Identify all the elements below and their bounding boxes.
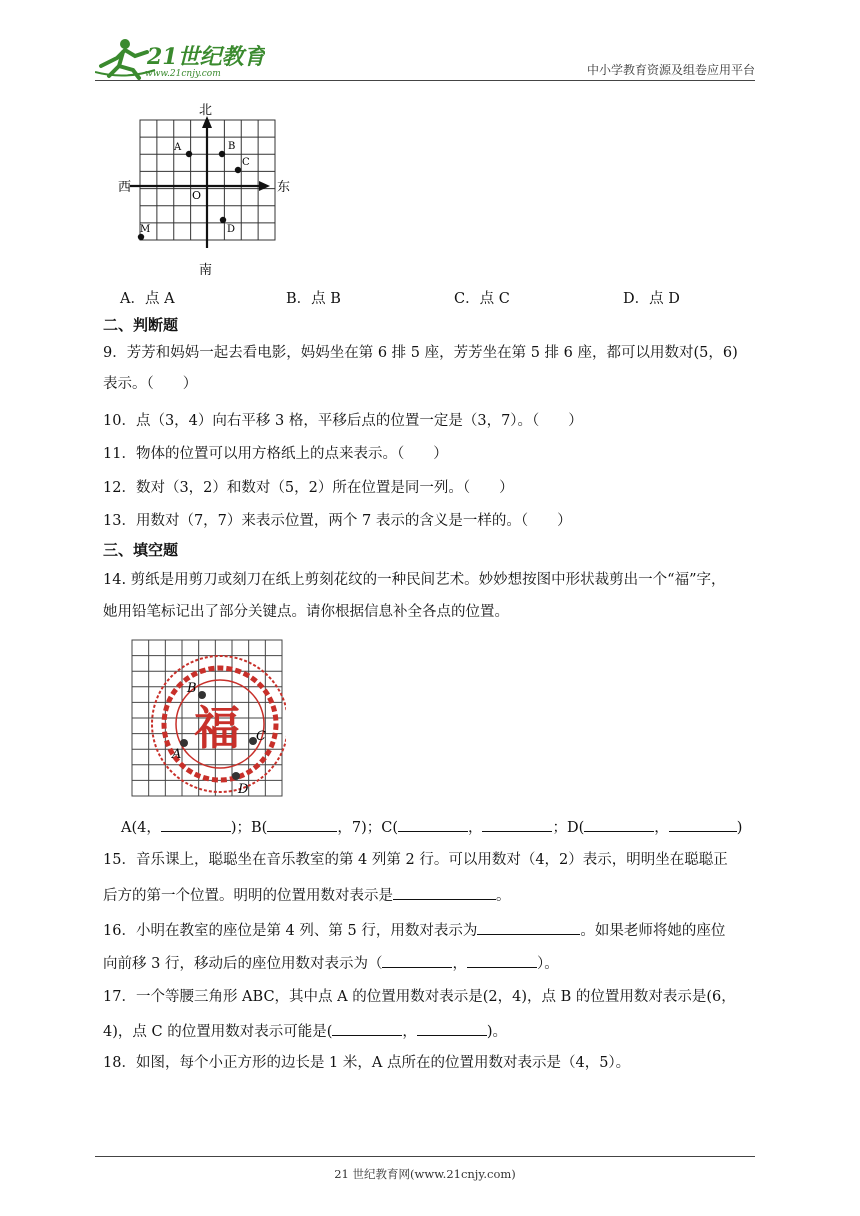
- paper-point-b: [198, 691, 206, 699]
- fu-character: 福: [194, 701, 240, 755]
- north-label: 北: [199, 103, 213, 118]
- platform-name: 中小学教育资源及组卷应用平台: [586, 63, 755, 77]
- blank-a-y[interactable]: [161, 816, 231, 832]
- blank-c-y[interactable]: [482, 816, 552, 832]
- site-logo: [95, 36, 265, 82]
- paper-point-b-label: B: [187, 681, 197, 696]
- question-10: 10．点（3，4）向右平移 3 格，平移后点的位置一定是（3，7）。（ ）: [103, 413, 583, 429]
- point-b-label: B: [228, 141, 236, 152]
- blank-q16-a[interactable]: [477, 919, 580, 935]
- paper-point-a-label: A: [172, 747, 182, 762]
- question-14-line2: 她用铅笔标记出了部分关键点。请你根据信息补全各点的位置。: [103, 604, 509, 620]
- section-title-fill-blank: 三、填空题: [103, 541, 179, 559]
- header-divider: [95, 80, 755, 81]
- q8-option-b[interactable]: B．点 B: [286, 291, 341, 307]
- question-16-line1: 16．小明在教室的座位是第 4 列、第 5 行，用数对表示为 。如果老师将她的座位: [103, 919, 725, 941]
- south-label: 南: [199, 263, 213, 278]
- origin-label: O: [192, 189, 202, 202]
- point-m-label: M: [140, 224, 151, 235]
- footer-divider: [95, 1156, 755, 1157]
- paper-point-d-label: D: [238, 782, 249, 797]
- footer-text: 21 世纪教育网(www.21cnjy.com): [334, 1167, 516, 1181]
- question-15-line2: 后方的第一个位置。明明的位置用数对表示是 。: [103, 884, 511, 906]
- question-16-line2: 向前移 3 行，移动后的座位用数对表示为（ ， ）。: [103, 952, 559, 974]
- question-13: 13．用数对（7，7）来表示位置，两个 7 表示的含义是一样的。（ ）: [103, 513, 572, 529]
- question-17-line1: 17．一个等腰三角形 ABC，其中点 A 的位置用数对表示是(2，4)，点 B 的位置用数对表示是(6，: [103, 989, 736, 1005]
- direction-grid-figure: [110, 98, 300, 284]
- question-12: 12．数对（3，2）和数对（5，2）所在位置是同一列。（ ）: [103, 480, 514, 496]
- logo-url: www.21cnjy.com: [145, 69, 221, 79]
- point-c: [235, 167, 241, 173]
- question-9-line1: 9．芳芳和妈妈一起去看电影，妈妈坐在第 6 排 5 座，芳芳坐在第 5 排 6 座，都可以用数对(5，6): [103, 345, 738, 361]
- question-18: 18．如图，每个小正方形的边长是 1 米，A 点所在的位置用数对表示是（4，5）。: [103, 1055, 631, 1071]
- point-c-label: C: [242, 157, 250, 168]
- point-b: [219, 151, 225, 157]
- blank-q17-x[interactable]: [332, 1020, 402, 1036]
- question-14-answer: A(4， )；B( ，7)；C( ， ；D( ， ): [121, 816, 742, 838]
- point-d-label: D: [227, 224, 236, 235]
- question-9-line2: 表示。（ ）: [103, 376, 198, 392]
- paper-point-d: [232, 772, 240, 780]
- point-d: [220, 217, 226, 223]
- blank-d-y[interactable]: [669, 816, 737, 832]
- section-title-judgement: 二、判断题: [103, 316, 179, 334]
- blank-q15[interactable]: [393, 884, 496, 900]
- paper-point-a: [180, 739, 188, 747]
- west-label: 西: [118, 180, 132, 195]
- blank-q16-y[interactable]: [467, 952, 537, 968]
- blank-q16-x[interactable]: [382, 952, 452, 968]
- point-a-label: A: [174, 142, 182, 153]
- paper-point-c-label: C: [256, 729, 266, 744]
- blank-d-x[interactable]: [584, 816, 654, 832]
- point-a: [186, 151, 192, 157]
- question-17-line2: 4)，点 C 的位置用数对表示可能是( ， )。: [103, 1020, 507, 1042]
- blank-c-x[interactable]: [398, 816, 468, 832]
- q8-option-d[interactable]: D．点 D: [623, 291, 680, 307]
- blank-b-x[interactable]: [267, 816, 337, 832]
- paper-cut-grid-figure: [130, 636, 286, 806]
- east-label: 东: [277, 180, 291, 195]
- question-11: 11．物体的位置可以用方格纸上的点来表示。（ ）: [103, 446, 448, 462]
- question-15-line1: 15．音乐课上，聪聪坐在音乐教室的第 4 列第 2 行。可以用数对（4，2）表示，明明坐在聪聪正: [103, 852, 728, 868]
- q8-option-a[interactable]: A．点 A: [120, 291, 175, 307]
- logo-text: 21世纪教育: [147, 44, 265, 70]
- question-14-line1: 14. 剪纸是用剪刀或刻刀在纸上剪刻花纹的一种民间艺术。妙妙想按图中形状裁剪出一个“福”字，: [103, 572, 726, 588]
- blank-q17-y[interactable]: [417, 1020, 487, 1036]
- q8-option-c[interactable]: C．点 C: [454, 291, 510, 307]
